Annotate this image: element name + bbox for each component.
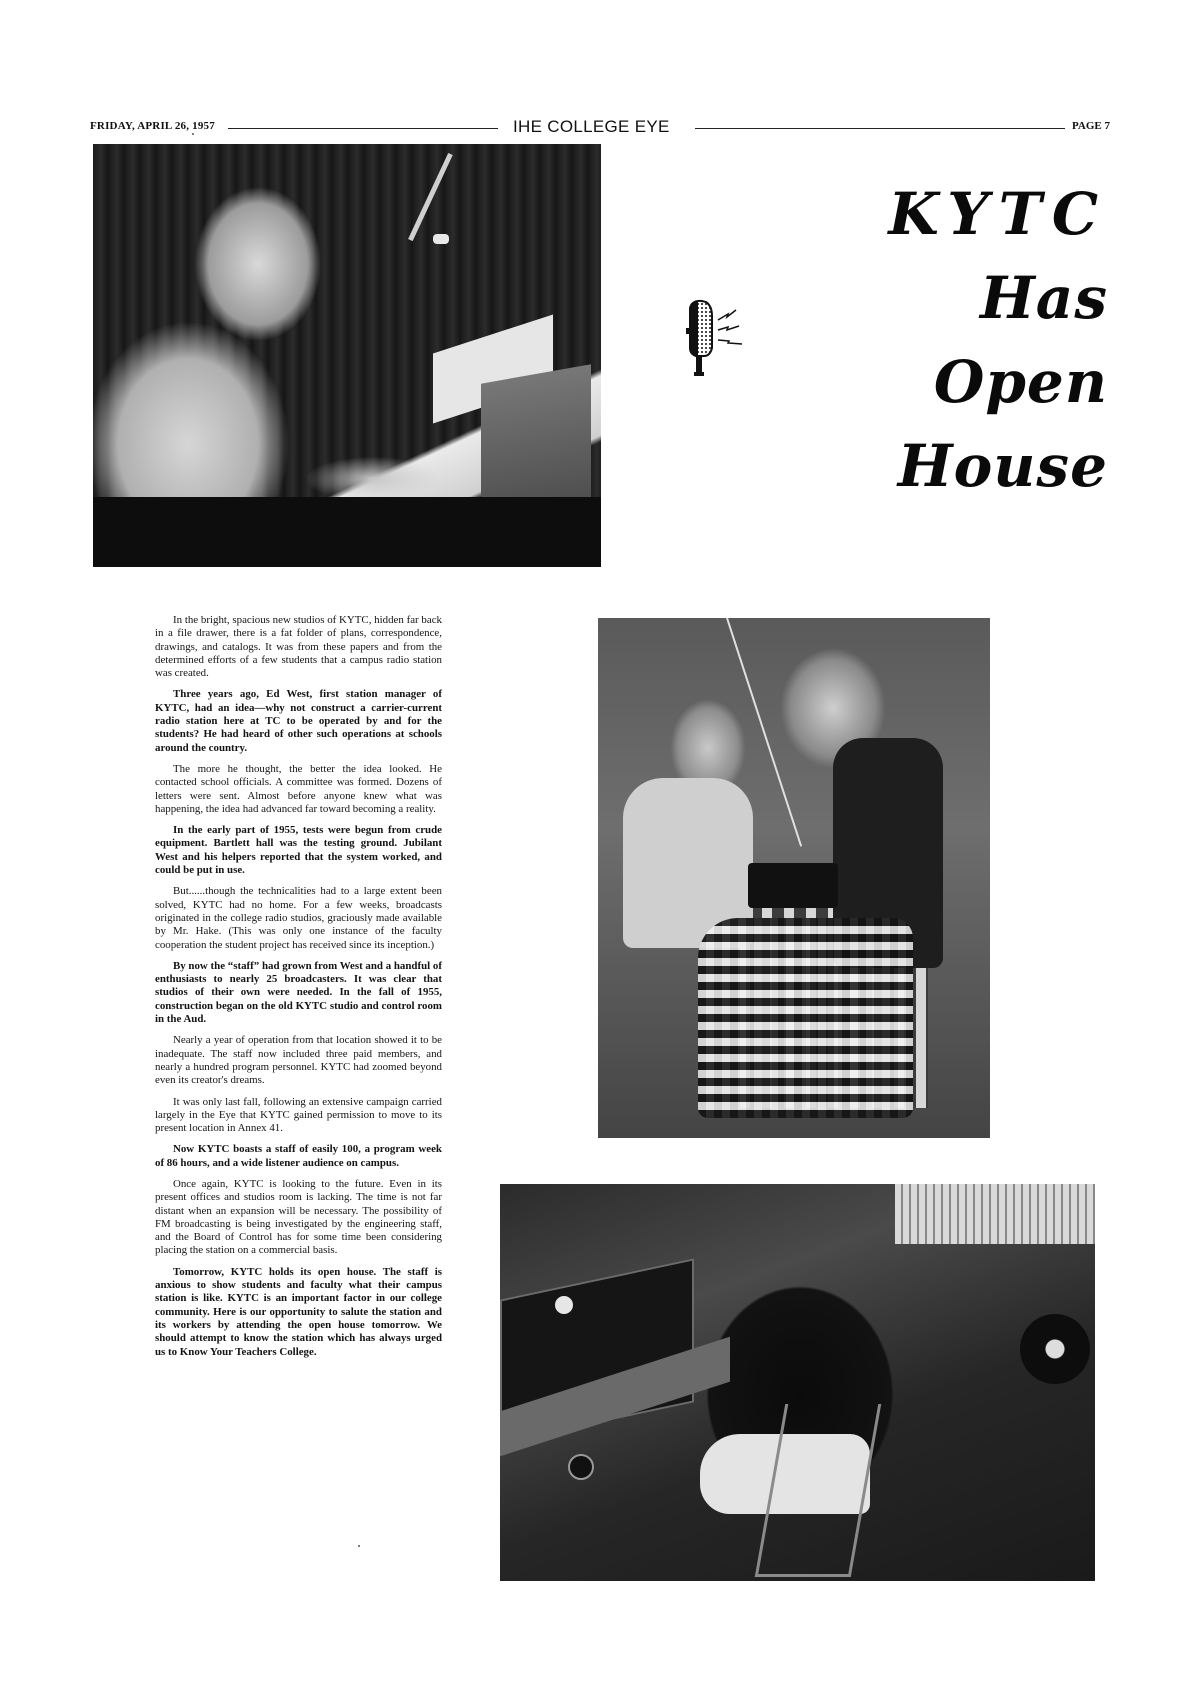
chair — [755, 1404, 882, 1577]
article-paragraph: Nearly a year of operation from that location showed it to be inadequate. The staff now included three paid members, and nearly a hundred program personnel. KYTC had zoomed beyond even its creator's dreams. — [155, 1034, 442, 1087]
microphone-icon — [684, 298, 754, 388]
record-shelf — [895, 1184, 1095, 1244]
article-paragraph: The more he thought, the better the idea looked. He contacted school officials. A committee was formed. Dozens of letters were sent. Almost before anyone knew what was happening, the idea had advanced far toward becoming a reality. — [155, 762, 442, 815]
running-head — [90, 118, 1110, 138]
article-paragraph: But......though the technicalities had to a large extent been solved, KYTC had no home. For a few weeks, broadcasts originated in the college radio studios, graciously made available by Mr. Hake. (This was only one instance of the faculty cooperation the student project has received since its inception.) — [155, 885, 442, 951]
print-speck — [192, 133, 194, 135]
article-paragraph: In the bright, spacious new studios of KYTC, hidden far back in a file drawer, there is a fat folder of plans, correspondence, drawings, and catalogs. It was from these papers and from the determined efforts of a few students that a campus radio station was created. — [155, 614, 442, 680]
rule-divider — [695, 128, 1065, 129]
issue-date: FRIDAY, APRIL 26, 1957 — [90, 120, 215, 132]
page-number: PAGE 7 — [1072, 120, 1110, 132]
headline-line: KYTC — [888, 180, 1108, 248]
article-paragraph-bold: Now KYTC boasts a staff of easily 100, a program week of 86 hours, and a wide listener audience on campus. — [155, 1143, 442, 1169]
article-body — [155, 614, 442, 1367]
article-paragraph: It was only last fall, following an extensive campaign carried largely in the Eye that KYTC gained permission to move to its present location in Annex 41. — [155, 1095, 442, 1135]
print-speck — [358, 1545, 360, 1547]
telephone — [568, 1454, 594, 1480]
article-paragraph-bold: Three years ago, Ed West, first station manager of KYTC, had an idea—why not construct a carrier-current radio station here at TC to be operated by and for the students? He had heard of other such operations at schools around the country. — [155, 688, 442, 754]
meter-gauge — [555, 1296, 573, 1314]
turntable-record — [1020, 1314, 1090, 1384]
article-paragraph-bold: Tomorrow, KYTC holds its open house. The staff is anxious to show students and faculty what their campus station is like. KYTC is an important factor in our college community. Here is our opportunity to salute the station and its workers by attending the open house tomorrow. We should attempt to know the station which has always urged us to Know Your Teachers College. — [155, 1265, 442, 1358]
rule-divider — [228, 128, 498, 129]
headline-line: Has — [979, 264, 1108, 332]
portable-radio — [748, 863, 838, 908]
publication-name: IHE COLLEGE EYE — [513, 117, 670, 136]
remote-broadcast-photo — [598, 618, 990, 1138]
article-paragraph-bold: By now the “staff” had grown from West and a handful of enthusiasts to nearly 25 broadcasters. It was clear that studios of their own were needed. In the fall of 1955, construction began on the old KYTC studio and control room in the Aud. — [155, 959, 442, 1026]
announcer-at-microphone-photo — [93, 144, 601, 567]
headline — [808, 172, 1108, 508]
studio-microphone — [433, 234, 449, 244]
control-room-photo — [500, 1184, 1095, 1581]
headline-line: Open — [933, 348, 1108, 416]
plaid-skirt — [698, 918, 913, 1118]
microphone-boom — [408, 153, 453, 241]
article-paragraph-bold: In the early part of 1955, tests were begun from crude equipment. Bartlett hall was the testing ground. Jubilant West and his helpers reported that the system worked, and could be put in use. — [155, 824, 442, 877]
headline-line: House — [897, 432, 1108, 500]
desk — [93, 497, 601, 567]
article-paragraph: Once again, KYTC is looking to the future. Even in its present offices and studios room is lacking. The time is not far distant when an expansion will be necessary. The possibility of FM broadcasting is being investigated by the engineering staff, and the Board of Control has for some time been considering placing the station on a commercial basis. — [155, 1177, 442, 1257]
